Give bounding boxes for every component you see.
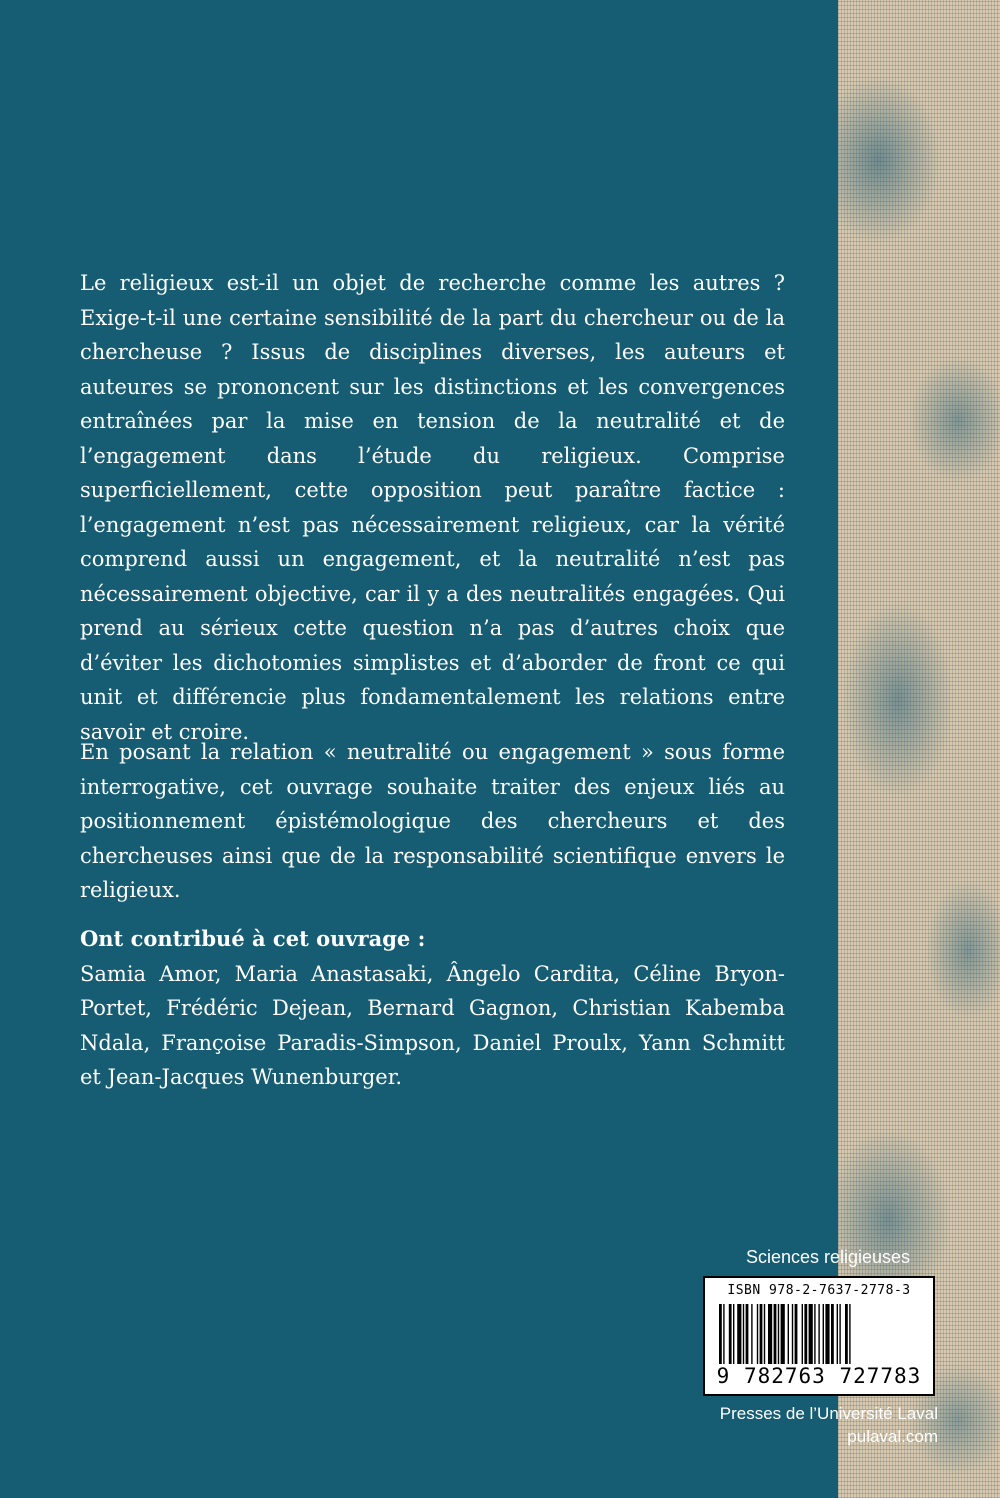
publisher-name: Presses de l’Université Laval — [719, 1404, 938, 1423]
barcode-bar — [839, 1304, 840, 1364]
barcode-bar — [768, 1304, 772, 1364]
textured-spine-strip — [838, 0, 1000, 1498]
barcode-bar — [723, 1304, 724, 1364]
barcode-bars — [719, 1304, 921, 1364]
isbn-barcode — [703, 1276, 935, 1396]
barcode-bar — [788, 1304, 789, 1364]
barcode-bar — [792, 1304, 793, 1364]
barcode-bar — [781, 1304, 785, 1364]
barcode-bar — [823, 1304, 824, 1364]
barcode-bar — [746, 1304, 749, 1364]
description-paragraph-1: Le religieux est-il un objet de recherche comme les autres ? Exige-t-il une certaine sensibilité de la part du chercheur ou de la chercheuse ? Issus de disciplines diverses, les auteurs et auteures se prononcent sur les distinctions et les convergences entraînées par la mise en tension de la neutralité et de l’engagement dans l’étude du religieux. Comprise superficiellement, cette opposition peut paraître factice : l’engagement n’est pas nécessairement religieux, car la vérité comprend aussi un engagement, et la neutralité n’est pas nécessairement objective, car il y a des neutralités engagées. Qui prend au sérieux cette question n’a pas d’autres choix que d’éviter les dichotomies simplistes et d’aborder de front ce qui unit et différencie plus fondamentalement les relations entre savoir et croire. — [80, 271, 785, 744]
barcode-bar — [737, 1304, 741, 1364]
barcode-bar — [818, 1304, 819, 1364]
barcode-bar — [809, 1304, 813, 1364]
barcode-bar — [814, 1304, 815, 1364]
barcode-bar — [845, 1304, 848, 1364]
barcode-bar — [802, 1304, 803, 1364]
barcode-bar — [760, 1304, 763, 1364]
barcode-digits: 9 782763 727783 — [716, 1364, 922, 1388]
barcode-bar — [804, 1304, 807, 1364]
barcode-bar — [837, 1304, 838, 1364]
contributors-heading: Ont contribué à cet ouvrage : — [80, 926, 426, 951]
barcode-bar — [743, 1304, 744, 1364]
publisher-website: pulaval.com — [847, 1427, 938, 1446]
barcode-bar — [719, 1304, 722, 1364]
barcode-bar — [757, 1304, 758, 1364]
barcode-bar — [778, 1304, 779, 1364]
isbn-label: ISBN 978-2-7637-2778-3 — [727, 1283, 911, 1298]
publisher-block — [680, 1402, 938, 1448]
barcode-bar — [751, 1304, 752, 1364]
barcode-bar — [733, 1304, 734, 1364]
barcode-bar — [795, 1304, 798, 1364]
description-paragraph-2: En posant la relation « neutralité ou engagement » sous forme interrogative, cet ouvrage souhaite traiter des enjeux liés au positionnement épistémologique des chercheurs et des chercheuses ainsi que de la responsabilité scientifique envers le religieux. — [80, 740, 785, 902]
contributors-section — [80, 922, 785, 1095]
barcode-bar — [764, 1304, 765, 1364]
barcode-bar — [774, 1304, 777, 1364]
contributors-list: Samia Amor, Maria Anastasaki, Ângelo Cardita, Céline Bryon-Portet, Frédéric Dejean, Bernard Gagnon, Christian Kabemba Ndala, Françoise Paradis-Simpson, Daniel Proulx, Yann Schmitt et Jean-Jacques Wunenburger. — [80, 961, 785, 1089]
barcode-bar — [831, 1304, 834, 1364]
barcode-bar — [729, 1304, 732, 1364]
barcode-bar — [849, 1304, 850, 1364]
series-label: Sciences religieuses — [745, 1247, 911, 1267]
barcode-bar — [825, 1304, 829, 1364]
